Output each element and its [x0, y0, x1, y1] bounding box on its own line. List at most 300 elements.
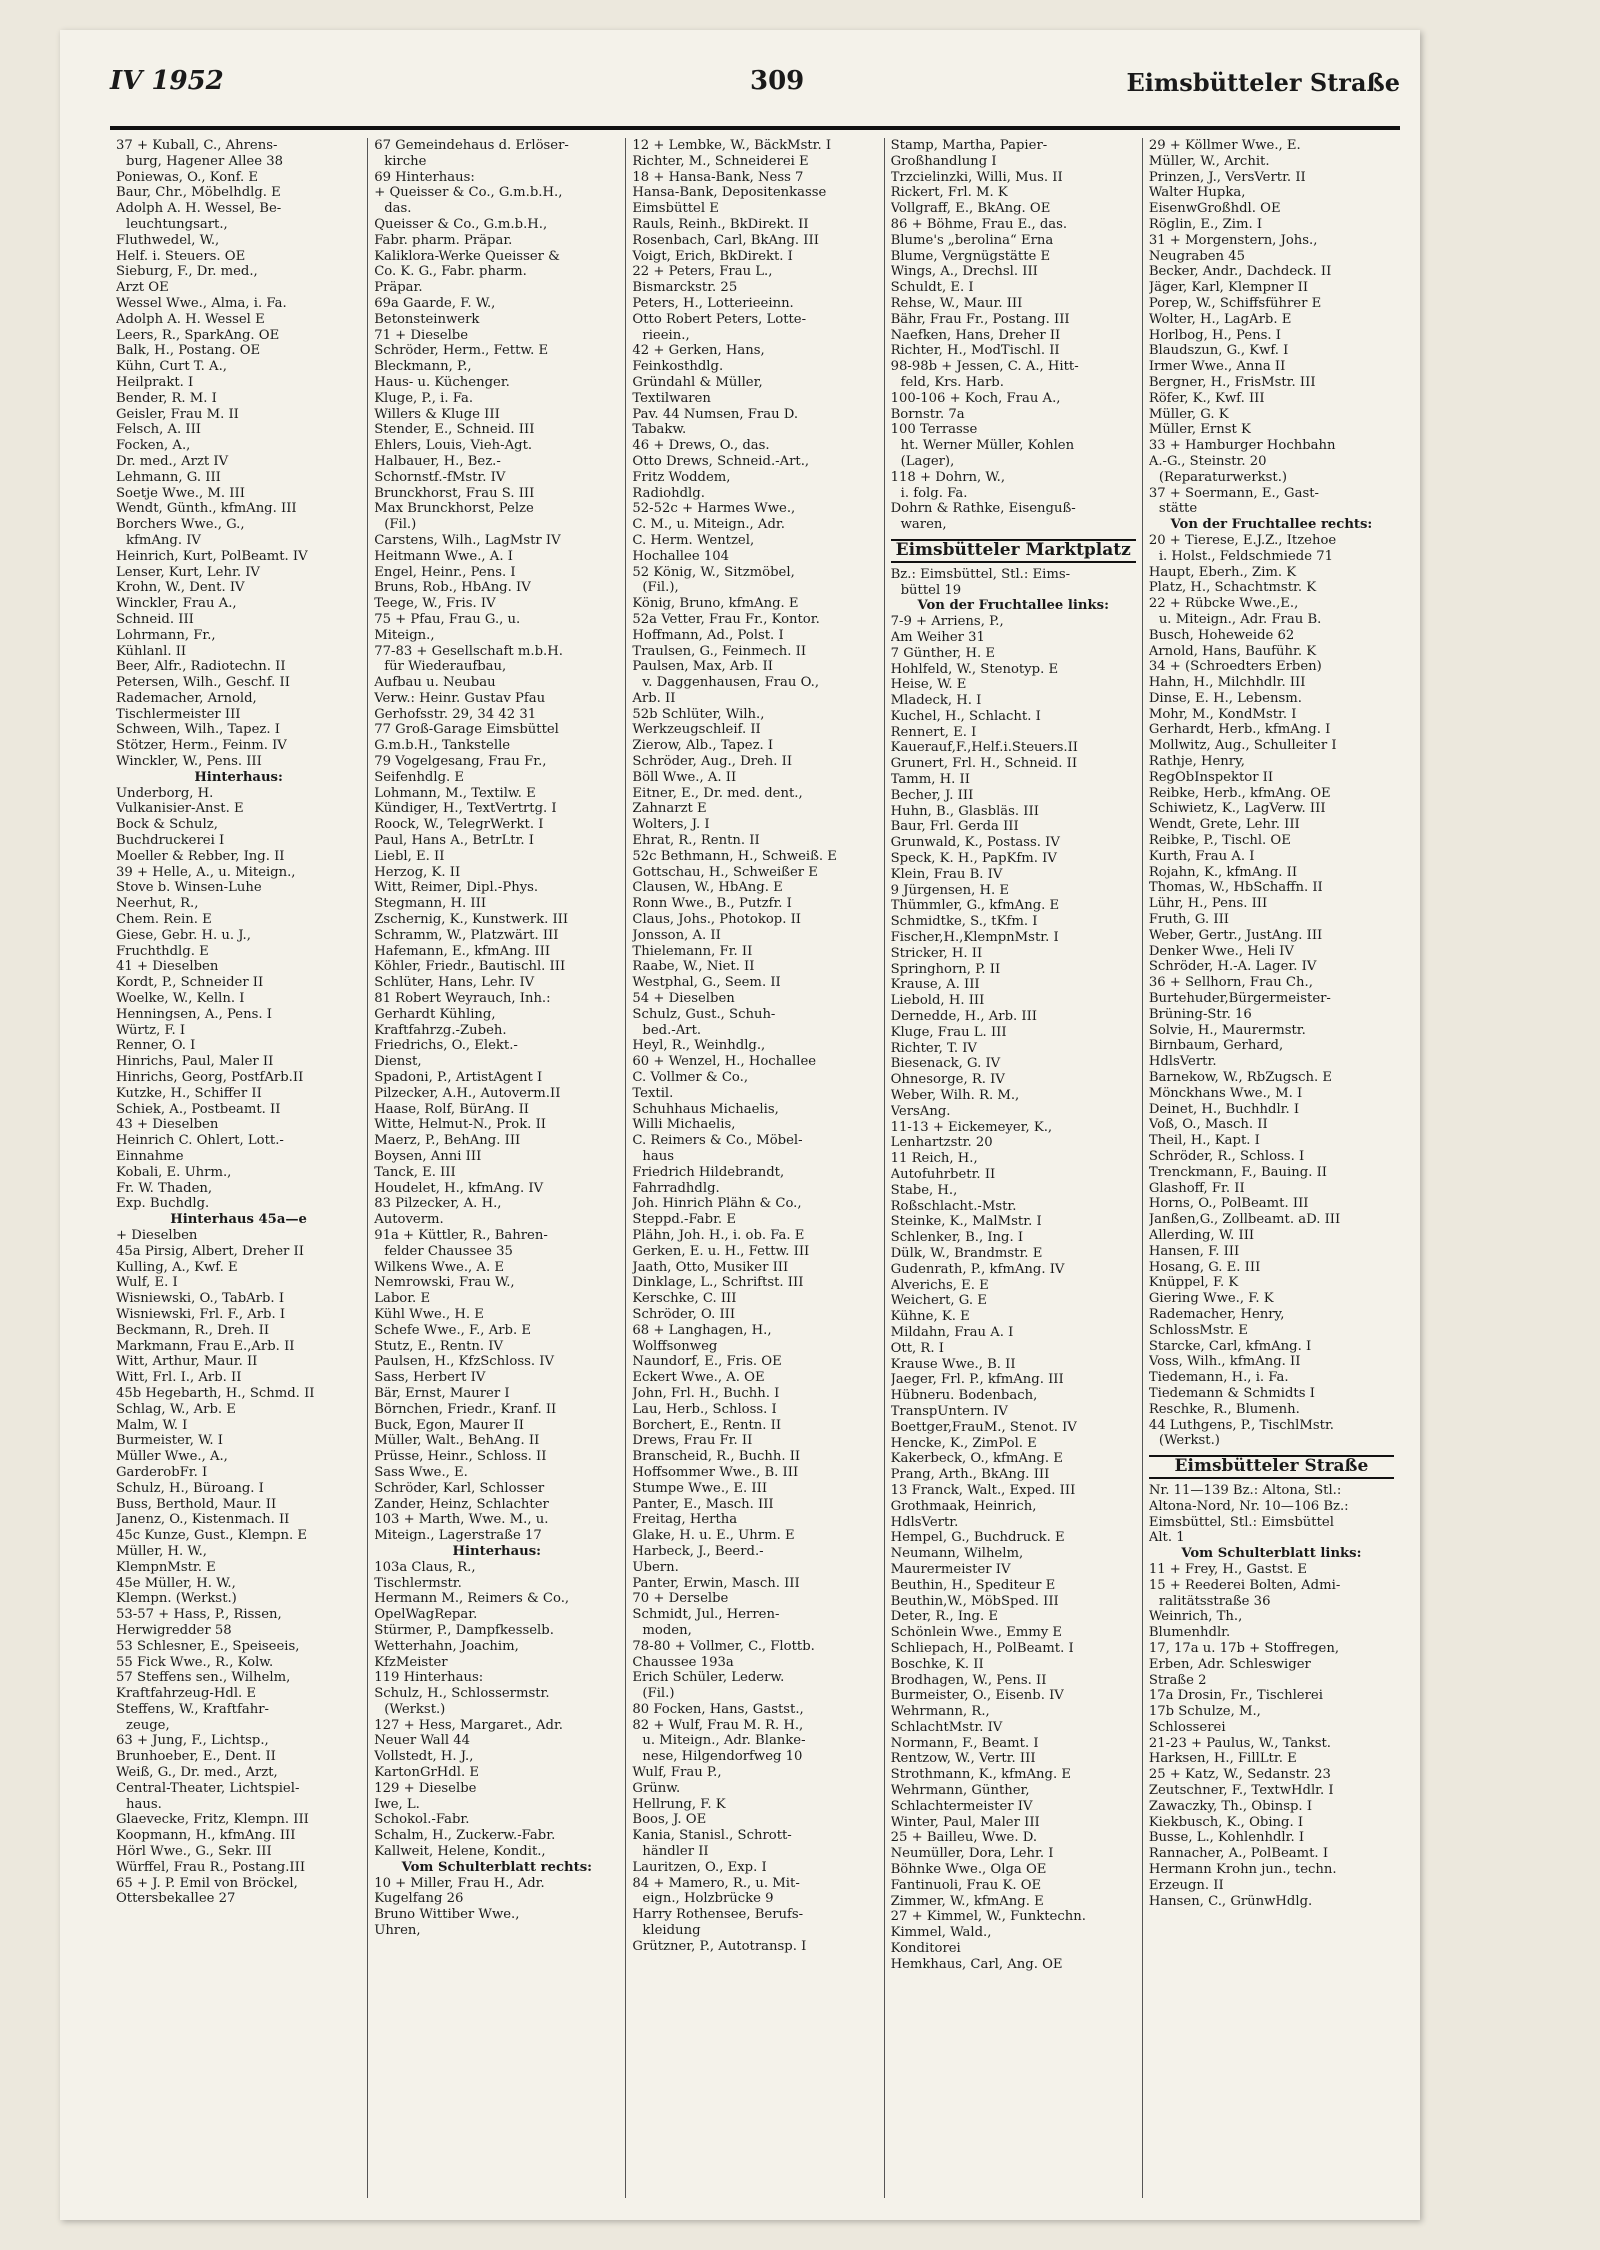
directory-entry: Central-Theater, Lichtspiel-	[116, 1780, 300, 1796]
directory-entry: Schefe Wwe., F., Arb. E	[374, 1322, 531, 1338]
directory-entry: Alt. 1	[1148, 1530, 1185, 1546]
directory-entry: ht. Werner Müller, Kohlen	[900, 438, 1075, 454]
directory-entry: Haase, Rolf, BürAng. II	[374, 1101, 530, 1117]
directory-entry: 41 + Dieselben	[116, 959, 219, 975]
directory-entry: Hahn, H., Milchhdlr. III	[1148, 675, 1306, 691]
directory-entry: VersAng.	[890, 1103, 951, 1119]
directory-entry: 52b Schlüter, Wilh.,	[632, 706, 765, 722]
directory-entry: Otto Drews, Schneid.-Art.,	[632, 453, 810, 469]
directory-entry: 86 + Böhme, Frau E., das.	[890, 216, 1068, 232]
directory-entry: (Fil.)	[642, 1686, 675, 1702]
directory-entry: Janßen,G., Zollbeamt. aD. III	[1148, 1212, 1341, 1228]
directory-entry: Kiekbusch, K., Obing. I	[1148, 1814, 1304, 1830]
directory-entry: Müller Wwe., A.,	[116, 1449, 228, 1465]
directory-entry: Textil.	[632, 1085, 674, 1101]
directory-entry: Ottersbekallee 27	[116, 1891, 236, 1907]
directory-entry: 25 + Katz, W., Sedanstr. 23	[1148, 1767, 1331, 1783]
directory-entry: Naefken, Hans, Dreher II	[890, 327, 1061, 343]
directory-entry: 60 + Wenzel, H., Hochallee	[632, 1054, 817, 1070]
directory-entry: kleidung	[642, 1923, 701, 1939]
directory-entry: Dohrn & Rathke, Eisenguß-	[890, 501, 1076, 517]
directory-entry: waren,	[900, 517, 947, 533]
directory-entry: 127 + Hess, Margaret., Adr.	[374, 1717, 563, 1733]
directory-entry: 78-80 + Vollmer, C., Flottb.	[632, 1638, 815, 1654]
directory-entry: Ohnesorge, R. IV	[890, 1072, 1005, 1088]
directory-entry: Weber, Gertr., JustAng. III	[1148, 927, 1323, 943]
directory-entry: Heise, W. E	[890, 677, 967, 693]
directory-entry: 31 + Morgenstern, Johs.,	[1148, 232, 1318, 248]
directory-entry: Lohmann, M., Textilw. E	[374, 785, 536, 801]
directory-entry: Erben, Adr. Schleswiger	[1148, 1656, 1311, 1672]
directory-entry: Kauerauf,F.,Helf.i.Steuers.II	[890, 740, 1079, 756]
directory-entry: Poniewas, O., Konf. E	[116, 169, 259, 185]
directory-entry: Mollwitz, Aug., Schulleiter I	[1148, 738, 1337, 754]
directory-entry: nese, Hilgendorfweg 10	[642, 1749, 803, 1765]
directory-entry: Jonsson, A. II	[632, 927, 721, 943]
directory-entry: Kuchel, H., Schlacht. I	[890, 708, 1041, 724]
directory-entry: Markmann, Frau E.,Arb. II	[116, 1338, 295, 1354]
directory-entry: G.m.b.H., Tankstelle	[374, 738, 511, 754]
directory-entry: Rademacher, Henry,	[1148, 1306, 1285, 1322]
directory-entry: Strothmann, K., kfmAng. E	[890, 1767, 1071, 1783]
directory-entry: Dernedde, H., Arb. III	[890, 1009, 1038, 1025]
directory-entry: 22 + Rübcke Wwe.,E.,	[1148, 596, 1299, 612]
directory-entry: 53 Schlesner, E., Speiseeis,	[116, 1638, 300, 1654]
directory-entry: Kordt, P., Schneider II	[116, 975, 264, 991]
directory-entry: Huhn, B., Glasbläs. III	[890, 803, 1039, 819]
directory-entry: 54 + Dieselben	[632, 991, 735, 1007]
directory-entry: Bz.: Eimsbüttel, Stl.: Eims-	[890, 566, 1071, 582]
directory-entry: Freitag, Hertha	[632, 1512, 738, 1528]
directory-entry: Krause, A. III	[890, 977, 980, 993]
directory-entry: Wolter, H., LagArb. E	[1148, 311, 1292, 327]
directory-entry: Hübneru. Bodenbach,	[890, 1388, 1038, 1404]
directory-entry: C. Vollmer & Co.,	[632, 1070, 749, 1086]
directory-entry: Sass Wwe., E.	[374, 1464, 468, 1480]
directory-entry: Schiwietz, K., LagVerw. III	[1148, 801, 1326, 817]
directory-entry: Von der Fruchtallee links:	[917, 598, 1109, 614]
directory-entry: Buck, Egon, Maurer II	[374, 1417, 524, 1433]
directory-entry: (Lager),	[900, 453, 955, 469]
directory-entry: Hermann Krohn jun., techn.	[1148, 1862, 1337, 1878]
directory-entry: Tischlermeister III	[116, 706, 241, 722]
directory-entry: C. M., u. Miteign., Adr.	[632, 517, 785, 533]
directory-entry: KlempnMstr. E	[116, 1559, 216, 1575]
directory-entry: Rademacher, Arnold,	[116, 690, 257, 706]
directory-entry: Kurth, Frau A. I	[1148, 848, 1255, 864]
directory-entry: Blume's „berolina“ Erna	[890, 232, 1054, 248]
directory-entry: Maerz, P., BehAng. III	[374, 1133, 521, 1149]
directory-entry: Wolffsonweg	[632, 1338, 718, 1354]
directory-entry: Schulz, H., Büroang. I	[116, 1480, 264, 1496]
directory-entry: Brodhagen, W., Pens. II	[890, 1672, 1047, 1688]
directory-entry: 33 + Hamburger Hochbahn	[1148, 438, 1336, 454]
directory-entry: Schröder, H.-A. Lager. IV	[1148, 959, 1317, 975]
directory-entry: Rauls, Reinh., BkDirekt. II	[632, 216, 809, 232]
directory-entry: Soetje Wwe., M. III	[116, 485, 245, 501]
directory-entry: 52c Bethmann, H., Schweiß. E	[632, 848, 837, 864]
section-heading: Eimsbütteler Marktplatz	[891, 539, 1136, 563]
directory-entry: Bender, R. M. I	[116, 390, 217, 406]
directory-entry: Balk, H., Postang. OE	[116, 343, 261, 359]
directory-entry: feld, Krs. Harb.	[900, 374, 1004, 390]
directory-entry: Gerken, E. u. H., Fettw. III	[632, 1243, 810, 1259]
directory-entry: 17, 17a u. 17b + Stoffregen,	[1148, 1640, 1340, 1656]
directory-entry: Herzog, K. II	[374, 864, 461, 880]
directory-entry: Blume, Vergnügstätte E	[890, 248, 1051, 264]
directory-entry: 52 König, W., Sitzmöbel,	[632, 564, 795, 580]
directory-entry: Wulf, Frau P.,	[632, 1765, 722, 1781]
directory-entry: Zimmer, W., kfmAng. E	[890, 1893, 1044, 1909]
directory-entry: Co. K. G., Fabr. pharm.	[374, 264, 527, 280]
directory-entry: Tiedemann & Schmidts I	[1148, 1385, 1315, 1401]
directory-entry: Vollstedt, H. J.,	[374, 1749, 474, 1765]
directory-entry: Liebl, E. II	[374, 848, 445, 864]
directory-entry: 17a Drosin, Fr., Tischlerei	[1148, 1688, 1323, 1704]
directory-entry: v. Daggenhausen, Frau O.,	[642, 675, 820, 691]
directory-entry: Paulsen, Max, Arb. II	[632, 659, 773, 675]
directory-entry: haus	[642, 1149, 675, 1164]
directory-entry: Brunckhorst, Frau S. III	[374, 485, 535, 501]
directory-entry: 80 Focken, Hans, Gastst.,	[632, 1701, 804, 1717]
directory-entry: Hinrichs, Paul, Maler II	[116, 1054, 274, 1070]
directory-entry: felder Chaussee 35	[384, 1243, 513, 1259]
directory-entry: Schröder, O. III	[632, 1306, 736, 1322]
directory-entry: moden,	[642, 1622, 692, 1638]
directory-entry: Hansen, C., GrünwHdlg.	[1148, 1893, 1313, 1909]
column-4	[885, 138, 1143, 2198]
directory-entry: Dinse, E. H., Lebensm.	[1148, 690, 1302, 706]
directory-entry: Bleckmann, P.,	[374, 359, 472, 375]
directory-entry: Verw.: Heinr. Gustav Pfau	[374, 690, 546, 706]
directory-entry: Geisler, Frau M. II	[116, 406, 239, 422]
directory-entry: Borchert, E., Rentn. II	[632, 1417, 782, 1433]
directory-entry: Roock, W., TelegrWerkt. I	[374, 817, 544, 833]
directory-entry: Reibke, Herb., kfmAng. OE	[1148, 785, 1331, 801]
directory-entry: Ehrat, R., Rentn. II	[632, 833, 760, 849]
directory-entry: Werkzeugschleif. II	[632, 722, 761, 738]
directory-entry: Fischer,H.,KlempnMstr. I	[890, 930, 1059, 946]
directory-entry: Seifenhdlg. E	[374, 769, 465, 785]
directory-entry: Erzeugn. II	[1148, 1877, 1224, 1893]
directory-entry: Autoverm.	[374, 1212, 444, 1228]
directory-entry: stätte	[1158, 501, 1198, 517]
directory-entry: Otto Robert Peters, Lotte-	[632, 311, 807, 327]
directory-entry: Kühl Wwe., H. E	[374, 1306, 484, 1322]
directory-entry: eign., Holzbrücke 9	[642, 1891, 774, 1907]
directory-entry: 63 + Jung, F., Lichtsp.,	[116, 1733, 269, 1749]
directory-entry: Hohlfeld, W., Stenotyp. E	[890, 661, 1059, 677]
directory-entry: Gottschau, H., Schweißer E	[632, 864, 818, 880]
directory-entry: Fabr. pharm. Präpar.	[374, 232, 513, 248]
directory-entry: Textilwaren	[632, 390, 711, 406]
directory-entry: Grützner, P., Autotransp. I	[632, 1938, 807, 1954]
directory-entry: Boschke, K. II	[890, 1656, 984, 1672]
directory-entry: Heyl, R., Weinhdlg.,	[632, 1038, 766, 1054]
directory-entry: Heitmann Wwe., A. I	[374, 548, 513, 564]
directory-entry: 20 + Tierese, E.J.Z., Itzehoe	[1148, 532, 1337, 548]
directory-entry: Klempn. (Werkst.)	[116, 1591, 237, 1607]
directory-entry: Rickert, Frl. M. K	[890, 185, 1008, 201]
directory-entry: 129 + Dieselbe	[374, 1780, 477, 1796]
directory-entry: Hochallee 104	[632, 548, 729, 564]
directory-entry: 98-98b + Jessen, C. A., Hitt-	[890, 359, 1079, 375]
directory-entry: Kühlanl. II	[116, 643, 187, 659]
directory-entry: Kutzke, H., Schiffer II	[116, 1085, 262, 1101]
directory-entry: Bär, Ernst, Maurer I	[374, 1385, 510, 1401]
directory-entry: Stötzer, Herm., Feinm. IV	[116, 738, 287, 754]
directory-entry: Lenser, Kurt, Lehr. IV	[116, 564, 260, 580]
directory-entry: Trenckmann, F., Bauing. II	[1148, 1164, 1327, 1180]
directory-entry: Boysen, Anni III	[374, 1149, 482, 1164]
directory-entry: Eckert Wwe., A. OE	[632, 1370, 765, 1386]
directory-entry: Kraftfahrzeug-Hdl. E	[116, 1686, 257, 1702]
directory-entry: 37 + Kuball, C., Ahrens-	[116, 138, 278, 153]
directory-entry: Kluge, Frau L. III	[890, 1024, 1007, 1040]
directory-entry: Kobali, E. Uhrm.,	[116, 1164, 232, 1180]
directory-entry: Hafemann, E., kfmAng. III	[374, 943, 551, 959]
directory-entry: (Werkst.)	[1158, 1433, 1220, 1449]
directory-entry: Giering Wwe., F. K	[1148, 1291, 1274, 1307]
directory-entry: Fantinuoli, Frau K. OE	[890, 1877, 1042, 1893]
directory-entry: Nemrowski, Frau W.,	[374, 1275, 515, 1291]
directory-entry: Focken, A.,	[116, 438, 191, 454]
directory-entry: Horlbog, H., Pens. I	[1148, 327, 1281, 343]
directory-entry: Queisser & Co., G.m.b.H.,	[374, 216, 548, 232]
directory-entry: u. Miteign., Adr. Blanke-	[642, 1733, 806, 1749]
directory-entry: Schlosserei	[1148, 1719, 1226, 1735]
directory-entry: Alverichs, E. E	[890, 1277, 989, 1293]
directory-entry: Normann, F., Beamt. I	[890, 1735, 1039, 1751]
directory-entry: Gründahl & Müller,	[632, 374, 763, 390]
directory-entry: Altona-Nord, Nr. 10—106 Bz.:	[1148, 1498, 1349, 1514]
directory-entry: Hörl Wwe., G., Sekr. III	[116, 1844, 272, 1860]
page-header	[110, 60, 1400, 120]
directory-entry: Burmeister, O., Eisenb. IV	[890, 1688, 1064, 1704]
directory-entry: Irmer Wwe., Anna II	[1148, 359, 1286, 375]
directory-entry: Fritz Woddem,	[632, 469, 731, 485]
directory-entry: 7 Günther, H. E	[890, 645, 996, 661]
directory-entry: burg, Hagener Allee 38	[126, 153, 284, 169]
directory-entry: 84 + Mamero, R., u. Mit-	[632, 1875, 800, 1891]
directory-entry: Von der Fruchtallee rechts:	[1170, 517, 1373, 533]
directory-entry: Speck, K. H., PapKfm. IV	[890, 851, 1057, 867]
directory-entry: Fruchthdlg. E	[116, 943, 209, 959]
directory-entry: Blumenhdlr.	[1148, 1625, 1231, 1641]
directory-entry: Betonsteinwerk	[374, 311, 480, 327]
directory-entry: 77-83 + Gesellschaft m.b.H.	[374, 643, 563, 659]
directory-entry: + Queisser & Co., G.m.b.H.,	[374, 185, 563, 201]
directory-entry: Hempel, G., Buchdruck. E	[890, 1530, 1065, 1546]
directory-entry: Hinterhaus:	[452, 1543, 542, 1559]
directory-entry: 91a + Küttler, R., Bahren-	[374, 1227, 548, 1243]
directory-entry: Schulz, Gust., Schuh-	[632, 1006, 776, 1022]
directory-entry: A.-G., Steinstr. 20	[1148, 453, 1267, 469]
directory-entry: Zander, Heinz, Schlachter	[374, 1496, 549, 1512]
directory-entry: Bruno Wittiber Wwe.,	[374, 1907, 520, 1923]
directory-entry: Eitner, E., Dr. med. dent.,	[632, 785, 803, 801]
directory-entry: Zeutschner, F., TextwHdlr. I	[1148, 1783, 1334, 1799]
directory-entry: Adolph A. H. Wessel, Be-	[116, 201, 282, 217]
directory-entry: C. Reimers & Co., Möbel-	[632, 1133, 803, 1149]
directory-entry: Kündiger, H., TextVertrtg. I	[374, 801, 557, 817]
directory-entry: Beckmann, R., Dreh. II	[116, 1322, 270, 1338]
directory-entry: Hellrung, F. K	[632, 1796, 726, 1812]
directory-entry: Rennert, E. I	[890, 724, 977, 740]
directory-entry: 39 + Helle, A., u. Miteign.,	[116, 864, 296, 880]
directory-entry: Koopmann, H., kfmAng. III	[116, 1828, 296, 1844]
directory-entry: Müller, Ernst K	[1148, 422, 1251, 438]
directory-entry: Gerhardt, Herb., kfmAng. I	[1148, 722, 1331, 738]
directory-entry: Brunhoeber, E., Dent. II	[116, 1749, 276, 1765]
directory-entry: Witte, Helmut-N., Prok. II	[374, 1117, 546, 1133]
directory-entry: Stutz, E., Rentn. IV	[374, 1338, 504, 1354]
directory-entry: Schulz, H., Schlossermstr.	[374, 1686, 550, 1702]
directory-entry: Glake, H. u. E., Uhrm. E	[632, 1528, 795, 1544]
header-rule	[110, 126, 1400, 130]
directory-entry: Brüning-Str. 16	[1148, 1006, 1252, 1022]
directory-entry: Schmidt, Jul., Herren-	[632, 1607, 780, 1623]
directory-entry: Beuthin,W., MöbSped. III	[890, 1593, 1059, 1609]
directory-entry: Einnahme	[116, 1149, 184, 1164]
directory-entry: EisenwGroßhdl. OE	[1148, 201, 1281, 217]
directory-entry: Stabe, H.,	[890, 1182, 958, 1198]
directory-entry: Maurermeister IV	[890, 1561, 1011, 1577]
directory-entry: 11 + Frey, H., Gastst. E	[1148, 1561, 1307, 1577]
directory-entry: 11 Reich, H.,	[890, 1151, 978, 1167]
directory-entry: Arb. II	[632, 690, 676, 706]
directory-entry: Arnold, Hans, Bauführ. K	[1148, 643, 1317, 659]
directory-entry: 52a Vetter, Frau Fr., Kontor.	[632, 611, 820, 627]
directory-entry: Schlag, W., Arb. E	[116, 1401, 236, 1417]
directory-entry: Schornstf.-fMstr. IV	[374, 469, 506, 485]
directory-entry: 81 Robert Weyrauch, Inh.:	[374, 991, 551, 1007]
directory-entry: Übern.	[632, 1559, 679, 1575]
directory-entry: Vollgraff, E., BkAng. OE	[890, 201, 1051, 217]
directory-entry: Voß, O., Masch. II	[1148, 1117, 1268, 1133]
directory-entry: C. Herm. Wentzel,	[632, 532, 755, 548]
directory-entry: GarderobFr. I	[116, 1464, 208, 1480]
directory-entry: Lau, Herb., Schloss. I	[632, 1401, 777, 1417]
directory-entry: Friedrichs, O., Elekt.-	[374, 1038, 518, 1054]
directory-entry: Lohrmann, Fr.,	[116, 627, 216, 643]
column-1	[110, 138, 368, 2198]
directory-entry: Dr. med., Arzt IV	[116, 453, 229, 469]
directory-entry: Solvie, H., Maurermstr.	[1148, 1022, 1306, 1038]
directory-entry: Richter, M., Schneiderei E	[632, 153, 809, 169]
directory-entry: Grunert, Frl. H., Schneid. II	[890, 756, 1078, 772]
directory-entry: Hinterhaus:	[194, 769, 283, 785]
directory-entry: Clausen, W., HbAng. E	[632, 880, 783, 896]
directory-entry: Woelke, W., Kelln. I	[116, 991, 245, 1007]
directory-entry: Plähn, Joh. H., i. ob. Fa. E	[632, 1227, 805, 1243]
directory-entry: Engel, Heinr., Pens. I	[374, 564, 516, 580]
directory-entry: 57 Steffens sen., Wilhelm,	[116, 1670, 291, 1686]
directory-entry: Harksen, H., FillLtr. E	[1148, 1751, 1297, 1767]
directory-entry: Witt, Arthur, Maur. II	[116, 1354, 258, 1370]
directory-entry: 37 + Soermann, E., Gast-	[1148, 485, 1319, 501]
directory-entry: Grunwald, K., Postass. IV	[890, 835, 1060, 851]
directory-entry: Leers, R., SparkAng. OE	[116, 327, 280, 343]
directory-entry: Heinrich C. Ohlert, Lott.-	[116, 1133, 284, 1149]
directory-entry: Reibke, P., Tischl. OE	[1148, 833, 1291, 849]
directory-entry: SchlachtMstr. IV	[890, 1719, 1003, 1735]
directory-entry: Schröder, R., Schloss. I	[1148, 1149, 1305, 1164]
directory-entry: Busch, Hoheweide 62	[1148, 627, 1295, 643]
column-5	[1143, 138, 1400, 2198]
directory-entry: Röfer, K., Kwf. III	[1148, 390, 1265, 406]
directory-entry: Wings, A., Drechsl. III	[890, 264, 1038, 280]
directory-entry: haus.	[126, 1796, 162, 1812]
directory-entry: Prüsse, Heinr., Schloss. II	[374, 1449, 547, 1465]
directory-entry: Knüppel, F. K	[1148, 1275, 1239, 1291]
directory-entry: Branscheid, R., Buchh. II	[632, 1449, 801, 1465]
directory-entry: 27 + Kimmel, W., Funktechn.	[890, 1909, 1086, 1925]
directory-entry: Traulsen, G., Feinmech. II	[632, 643, 807, 659]
directory-entry: Moeller & Rebber, Ing. II	[116, 848, 285, 864]
directory-entry: Haupt, Eberh., Zim. K	[1148, 564, 1297, 580]
directory-entry: Präpar.	[374, 280, 423, 296]
directory-entry: Schlachtermeister IV	[890, 1798, 1033, 1814]
directory-entry: Heilprakt. I	[116, 374, 194, 390]
directory-entry: Giese, Gebr. H. u. J.,	[116, 927, 251, 943]
directory-entry: 44 Luthgens, P., TischlMstr.	[1148, 1417, 1334, 1433]
directory-entry: Fluthwedel, W.,	[116, 232, 220, 248]
directory-entry: Steppd.-Fabr. E	[632, 1212, 736, 1228]
directory-entry: Winckler, Frau A.,	[116, 596, 237, 612]
directory-entry: Vulkanisier-Anst. E	[116, 801, 244, 817]
directory-entry: Konditorei	[890, 1941, 961, 1957]
column-container	[110, 138, 1400, 2198]
directory-entry: 12 + Lembke, W., BäckMstr. I	[632, 138, 832, 153]
directory-entry: Claus, Johs., Photokop. II	[632, 912, 802, 928]
directory-entry: Winckler, W., Pens. III	[116, 754, 262, 770]
directory-entry: Stegmann, H. III	[374, 896, 487, 912]
directory-entry: Tanck, E. III	[374, 1164, 456, 1180]
directory-entry: Glaevecke, Fritz, Klempn. III	[116, 1812, 309, 1828]
directory-entry: Panter, Erwin, Masch. III	[632, 1575, 800, 1591]
directory-entry: Krause Wwe., B. II	[890, 1356, 1016, 1372]
directory-entry: kirche	[384, 153, 427, 169]
directory-entry: Houdelet, H., kfmAng. IV	[374, 1180, 544, 1196]
directory-entry: Wolters, J. I	[632, 817, 710, 833]
directory-entry: Autofuhrbetr. II	[890, 1167, 996, 1182]
directory-entry: 7-9 + Arriens, P.,	[890, 614, 1004, 630]
directory-entry: Porep, W., Schiffsführer E	[1148, 295, 1322, 311]
directory-entry: Neuer Wall 44	[374, 1733, 471, 1749]
directory-entry: 100-106 + Koch, Frau A.,	[890, 390, 1061, 406]
directory-entry: Fruth, G. III	[1148, 912, 1230, 928]
directory-entry: 46 + Drews, O., das.	[632, 438, 770, 454]
directory-entry: Wulf, E. I	[116, 1275, 178, 1291]
directory-entry: Bähr, Frau Fr., Postang. III	[890, 311, 1070, 327]
directory-entry: 83 Pilzecker, A. H.,	[374, 1196, 502, 1212]
directory-entry: Buchdruckerei I	[116, 833, 225, 849]
directory-entry: 103a Claus, R.,	[374, 1559, 476, 1575]
directory-entry: Weiß, G., Dr. med., Arzt,	[116, 1765, 278, 1781]
directory-entry: KartonGrHdl. E	[374, 1765, 479, 1781]
directory-entry: Schröder, Karl, Schlosser	[374, 1480, 545, 1496]
directory-entry: (Werkst.)	[384, 1701, 446, 1717]
directory-entry: Barnekow, W., RbZugsch. E	[1148, 1070, 1332, 1086]
directory-entry: Stove b. Winsen-Luhe	[116, 880, 262, 896]
directory-entry: Mönckhans Wwe., M. I	[1148, 1085, 1303, 1101]
directory-entry: 69 Hinterhaus:	[374, 169, 475, 185]
directory-entry: Jaeger, Frl. P., kfmAng. III	[890, 1372, 1064, 1388]
directory-entry: Trzcielinzki, Willi, Mus. II	[890, 169, 1063, 185]
directory-entry: Hoffsommer Wwe., B. III	[632, 1464, 799, 1480]
directory-entry: 10 + Miller, Frau H., Adr.	[374, 1875, 545, 1891]
